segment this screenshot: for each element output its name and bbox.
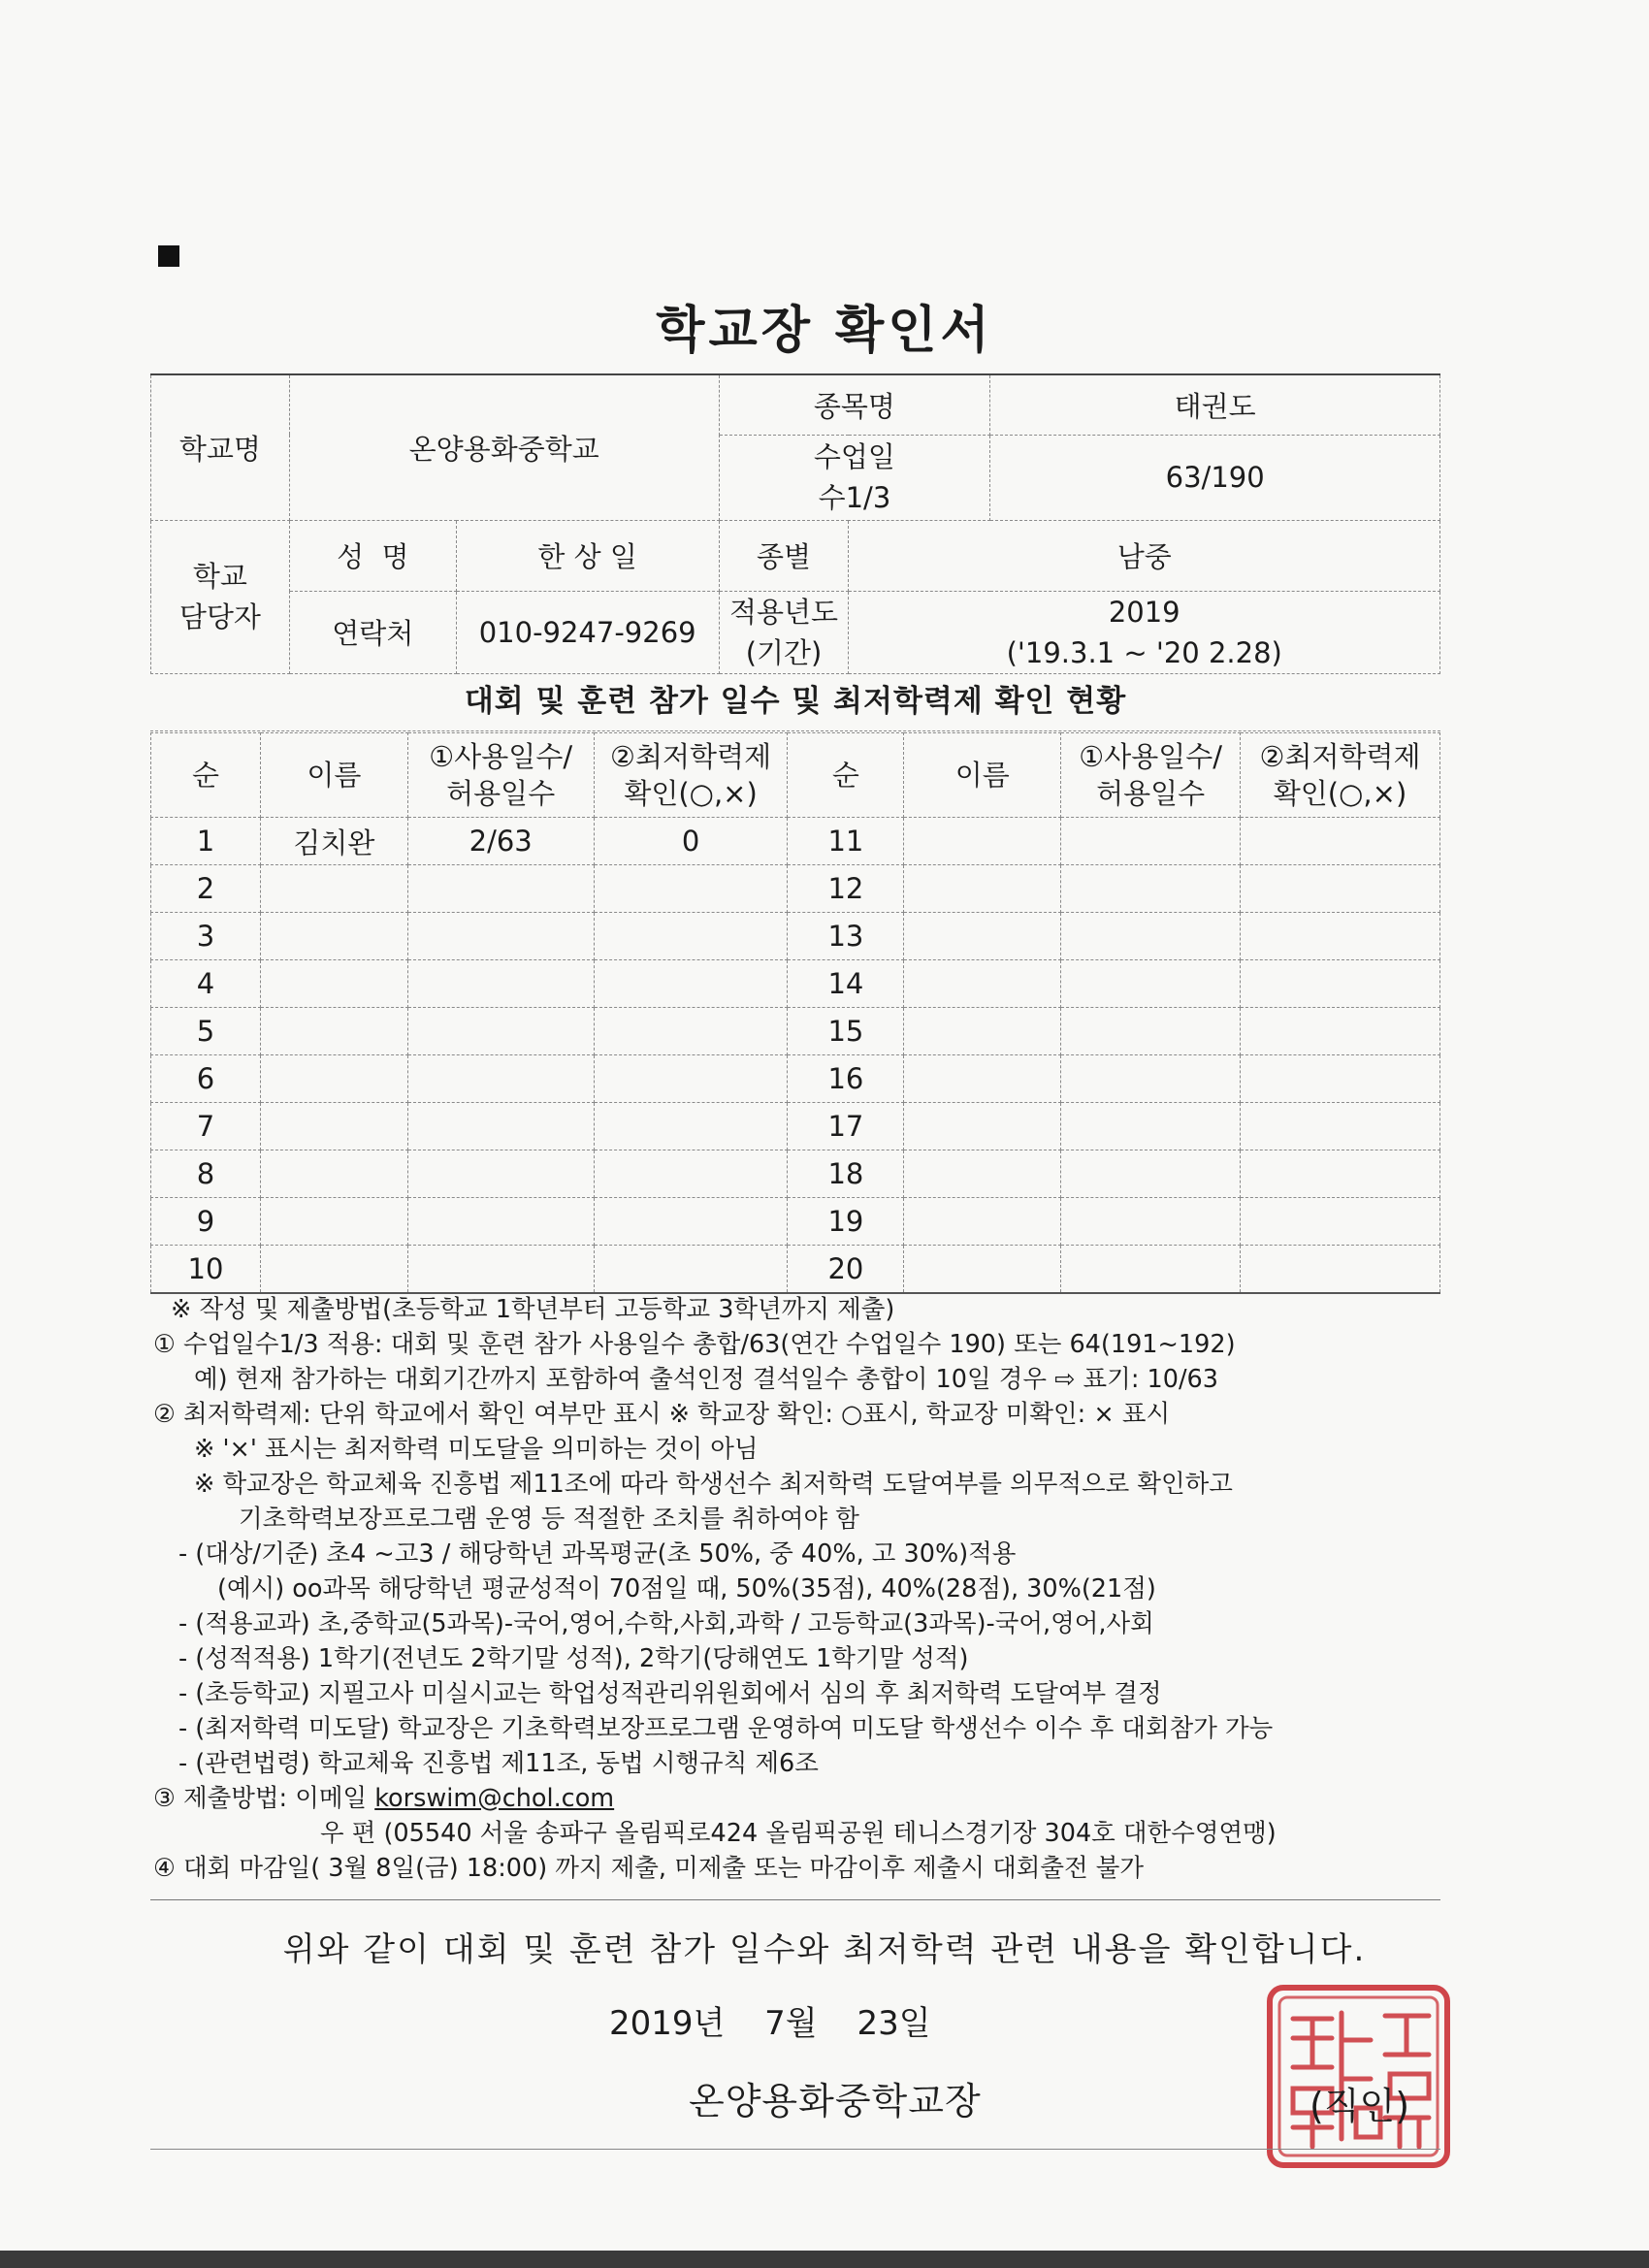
row-no: 6	[151, 1055, 261, 1103]
row-check-2	[1241, 960, 1440, 1008]
row-check-2	[1241, 865, 1440, 913]
row-name	[260, 1055, 407, 1103]
row-check-2	[1241, 1008, 1440, 1055]
row-check-2	[1241, 1198, 1440, 1246]
row-name-2	[904, 865, 1061, 913]
row-name	[260, 1008, 407, 1055]
note-line: (예시) oo과목 해당학년 평균성적이 70점일 때, 50%(35점), 40%(28점), 30%(21점)	[217, 1574, 1156, 1604]
header-name: 이름	[260, 733, 407, 818]
table-row	[151, 818, 1440, 865]
row-no-2: 16	[788, 1055, 904, 1103]
table-row	[151, 1150, 1440, 1198]
header-check-2: ②최저학력제 확인(○,×)	[1241, 733, 1440, 818]
row-name	[260, 1150, 407, 1198]
row-days-2	[1061, 818, 1241, 865]
row-no: 7	[151, 1103, 261, 1150]
row-days-2	[1061, 1103, 1241, 1150]
row-days-2	[1061, 1198, 1241, 1246]
header-check: ②최저학력제 확인(○,×)	[594, 733, 788, 818]
row-no-2: 12	[788, 865, 904, 913]
table-row	[151, 913, 1440, 960]
row-no: 3	[151, 913, 261, 960]
row-check	[594, 1246, 788, 1294]
row-days	[407, 1008, 594, 1055]
row-days	[407, 960, 594, 1008]
row-no: 9	[151, 1198, 261, 1246]
row-days-2	[1061, 913, 1241, 960]
table-row	[151, 1198, 1440, 1246]
confirmation-statement: 위와 같이 대회 및 훈련 참가 일수와 최저학력 관련 내용을 확인합니다.	[282, 1930, 1367, 1969]
row-days-2	[1061, 960, 1241, 1008]
row-name	[260, 1103, 407, 1150]
sport-label: 종목명	[719, 374, 990, 435]
row-days: 2/63	[407, 818, 594, 865]
note-line: 예) 현재 참가하는 대회기간까지 포함하여 출석인정 결석일수 총합이 10일 경우 ⇨ 표기: 10/63	[194, 1365, 1218, 1394]
row-no-2: 13	[788, 913, 904, 960]
row-name-2	[904, 1246, 1061, 1294]
row-check-2	[1241, 818, 1440, 865]
table-row	[151, 960, 1440, 1008]
row-no: 1	[151, 818, 261, 865]
row-days-2	[1061, 1150, 1241, 1198]
year-label: 적용년도 (기간)	[719, 591, 849, 673]
row-no: 4	[151, 960, 261, 1008]
contact-value: 010-9247-9269	[456, 591, 719, 673]
row-name-2	[904, 1198, 1061, 1246]
row-check-2	[1241, 913, 1440, 960]
row-check	[594, 1198, 788, 1246]
year-value: 2019 ('19.3.1 ~ '20 2.28)	[849, 591, 1440, 673]
signature-date: 2019년 7월 23일	[609, 2004, 931, 2043]
divider	[150, 1899, 1440, 1900]
row-days-2	[1061, 1246, 1241, 1294]
document-title: 학교장 확인서	[656, 302, 993, 360]
row-check: 0	[594, 818, 788, 865]
note-line: - (성적적용) 1학기(전년도 2학기말 성적), 2학기(당해연도 1학기말 성적)	[178, 1644, 969, 1673]
header-days: ①사용일수/ 허용일수	[407, 733, 594, 818]
footer-divider	[150, 2149, 1440, 2150]
row-no-2: 15	[788, 1008, 904, 1055]
contact-label: 연락처	[289, 591, 456, 673]
row-no-2: 17	[788, 1103, 904, 1150]
row-check	[594, 1055, 788, 1103]
row-name: 김치완	[260, 818, 407, 865]
note-line: ④ 대회 마감일( 3월 8일(금) 18:00) 까지 제출, 미제출 또는 마감이후 제출시 대회출전 불가	[153, 1854, 1145, 1883]
table-row	[151, 865, 1440, 913]
header-no-2: 순	[788, 733, 904, 818]
row-days	[407, 1198, 594, 1246]
manager-name-label: 성 명	[289, 520, 456, 591]
note-line: ※ 작성 및 제출방법(초등학교 1학년부터 고등학교 3학년까지 제출)	[171, 1295, 895, 1324]
table-header-row	[151, 733, 1440, 818]
participation-table	[150, 732, 1440, 1294]
note-line: ① 수업일수1/3 적용: 대회 및 훈련 참가 사용일수 총합/63(연간 수업일수 190) 또는 64(191~192)	[153, 1330, 1236, 1359]
row-check	[594, 913, 788, 960]
seal-mark: (직인)	[1310, 2085, 1410, 2127]
row-days	[407, 1055, 594, 1103]
header-days-2: ①사용일수/ 허용일수	[1061, 733, 1241, 818]
category-label: 종별	[719, 520, 849, 591]
row-name-2	[904, 1008, 1061, 1055]
table-row	[151, 1103, 1440, 1150]
row-name-2	[904, 913, 1061, 960]
row-check-2	[1241, 1103, 1440, 1150]
class-days-label: 수업일 수1/3	[719, 435, 990, 520]
row-name	[260, 913, 407, 960]
row-check-2	[1241, 1246, 1440, 1294]
row-name-2	[904, 1150, 1061, 1198]
manager-name-value: 한 상 일	[456, 520, 719, 591]
note-line: - (최저학력 미도달) 학교장은 기초학력보장프로그램 운영하여 미도달 학생선수 이수 후 대회참가 가능	[178, 1714, 1274, 1743]
row-days	[407, 1246, 594, 1294]
note-line: 우 편 (05540 서울 송파구 올림픽로424 올림픽공원 테니스경기장 304호 대한수영연맹)	[320, 1819, 1277, 1848]
note-line: - (초등학교) 지필고사 미실시교는 학업성적관리위원회에서 심의 후 최저학력 도달여부 결정	[178, 1679, 1162, 1708]
row-check	[594, 1103, 788, 1150]
row-name	[260, 865, 407, 913]
row-no: 2	[151, 865, 261, 913]
class-days-value: 63/190	[990, 435, 1440, 520]
row-no-2: 14	[788, 960, 904, 1008]
row-name	[260, 1246, 407, 1294]
table-row	[151, 1055, 1440, 1103]
header-no: 순	[151, 733, 261, 818]
row-days	[407, 1150, 594, 1198]
note-line: ※ 학교장은 학교체육 진흥법 제11조에 따라 학생선수 최저학력 도달여부를 의무적으로 확인하고	[194, 1470, 1233, 1499]
school-info-table	[150, 373, 1440, 674]
row-no: 5	[151, 1008, 261, 1055]
row-name-2	[904, 818, 1061, 865]
row-check	[594, 960, 788, 1008]
note-line: 기초학력보장프로그램 운영 등 적절한 조치를 취하여야 함	[239, 1505, 859, 1534]
row-check	[594, 1150, 788, 1198]
row-no-2: 18	[788, 1150, 904, 1198]
table-row	[151, 1008, 1440, 1055]
row-days-2	[1061, 1008, 1241, 1055]
row-check	[594, 1008, 788, 1055]
row-name-2	[904, 1103, 1061, 1150]
row-check-2	[1241, 1150, 1440, 1198]
note-line: ※ '×' 표시는 최저학력 미도달을 의미하는 것이 아님	[194, 1435, 759, 1464]
note-line: - (관련법령) 학교체육 진흥법 제11조, 동법 시행규칙 제6조	[178, 1749, 819, 1778]
row-no: 10	[151, 1246, 261, 1294]
manager-label: 학교 담당자	[151, 520, 290, 673]
school-name-label: 학교명	[151, 374, 290, 520]
note-line: - (대상/기준) 초4 ~고3 / 해당학년 과목평균(초 50%, 중 40%, 고 30%)적용	[178, 1539, 1017, 1569]
row-days	[407, 913, 594, 960]
row-name-2	[904, 1055, 1061, 1103]
row-no-2: 20	[788, 1246, 904, 1294]
row-days-2	[1061, 865, 1241, 913]
row-name-2	[904, 960, 1061, 1008]
row-check-2	[1241, 1055, 1440, 1103]
scan-edge	[0, 2251, 1649, 2268]
row-name	[260, 1198, 407, 1246]
table-row	[151, 1246, 1440, 1294]
submission-label: ③ 제출방법: 이메일	[153, 1784, 375, 1813]
row-no-2: 11	[788, 818, 904, 865]
sport-value: 태권도	[990, 374, 1440, 435]
note-line: ② 최저학력제: 단위 학교에서 확인 여부만 표시 ※ 학교장 확인: ○표시, 학교장 미확인: × 표시	[153, 1400, 1171, 1429]
bullet-square	[158, 245, 179, 267]
section-subtitle: 대회 및 훈련 참가 일수 및 최저학력제 확인 현황	[150, 672, 1440, 731]
category-value: 남중	[849, 520, 1440, 591]
submission-method	[153, 1781, 1453, 1816]
instructions	[153, 1292, 1453, 1886]
row-no: 8	[151, 1150, 261, 1198]
school-name-value: 온양용화중학교	[289, 374, 719, 520]
row-days-2	[1061, 1055, 1241, 1103]
row-no-2: 19	[788, 1198, 904, 1246]
email-link[interactable]: korswim@chol.com	[374, 1784, 615, 1813]
row-name	[260, 960, 407, 1008]
row-check	[594, 865, 788, 913]
row-days	[407, 1103, 594, 1150]
principal-name: 온양용화중학교장	[689, 2080, 982, 2122]
row-days	[407, 865, 594, 913]
header-name-2: 이름	[904, 733, 1061, 818]
note-line: - (적용교과) 초,중학교(5과목)-국어,영어,수학,사회,과학 / 고등학교(3과목)-국어,영어,사회	[178, 1609, 1154, 1638]
